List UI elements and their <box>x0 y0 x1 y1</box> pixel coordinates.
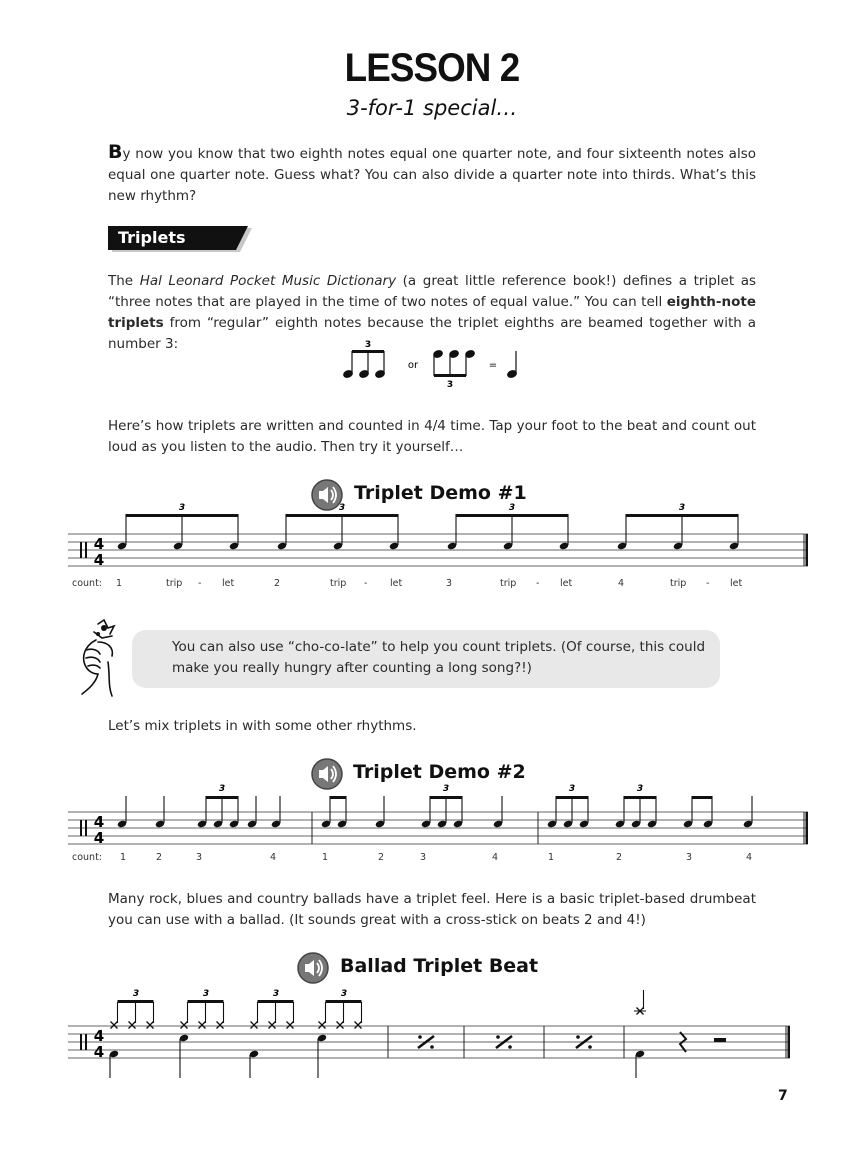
count-syllable: 4 <box>270 852 277 863</box>
measure-repeat-dot <box>508 1045 512 1049</box>
final-barline-thick <box>806 534 809 566</box>
demo2-title: Triplet Demo #2 <box>353 761 526 783</box>
demo2-staff <box>68 784 808 852</box>
book-title: Hal Leonard Pocket Music Dictionary <box>139 273 397 289</box>
demo2-count-row <box>0 852 864 868</box>
beam <box>626 514 738 517</box>
definition-text-2: (a great little reference book!) defines a triplet as “three notes that are played in the time of two notes of equal value.” You can tell <box>108 273 757 310</box>
beam <box>430 796 462 799</box>
beam <box>126 514 238 517</box>
count-syllable: 1 <box>120 852 127 863</box>
count-syllable: - <box>536 578 540 589</box>
percussion-clef <box>80 820 82 836</box>
time-signature-top: 4 <box>93 1027 105 1045</box>
triplet-number: 3 <box>508 503 516 513</box>
half-rest <box>714 1038 726 1042</box>
beam <box>556 796 588 799</box>
triplet-number: 3 <box>446 380 454 390</box>
final-barline-thick <box>806 812 809 844</box>
triplet-number: 3 <box>132 989 140 999</box>
beam <box>326 1000 362 1003</box>
measure-repeat-dot <box>418 1035 422 1039</box>
triplet-number: 3 <box>636 784 644 794</box>
drop-cap: B <box>108 141 123 163</box>
triplet-number: 3 <box>340 989 348 999</box>
beam <box>188 1000 224 1003</box>
or-label: or <box>407 360 419 371</box>
count-syllable: - <box>706 578 710 589</box>
count-label: count: <box>72 578 103 589</box>
percussion-clef <box>85 1034 87 1050</box>
triplet-number: 3 <box>178 503 186 513</box>
triplet-number: 3 <box>568 784 576 794</box>
intro-paragraph <box>108 142 756 207</box>
demo3-staff <box>68 986 808 1076</box>
triplet-number: 3 <box>442 784 450 794</box>
count-label: count: <box>72 852 103 863</box>
count-syllable: 2 <box>378 852 385 863</box>
beam <box>692 796 712 799</box>
percussion-clef <box>85 820 87 836</box>
percussion-clef <box>80 542 82 558</box>
section-heading: Triplets <box>118 228 186 247</box>
count-syllable: let <box>222 578 235 589</box>
count-syllable: 4 <box>492 852 499 863</box>
beam <box>286 514 398 517</box>
demo1-staff <box>68 503 808 574</box>
triplet-number: 3 <box>218 784 226 794</box>
count-syllable: trip <box>166 578 183 589</box>
count-syllable: - <box>364 578 368 589</box>
time-signature-top: 4 <box>93 813 105 831</box>
beam <box>456 514 568 517</box>
time-signature-top: 4 <box>93 535 105 553</box>
count-syllable: 2 <box>616 852 623 863</box>
count-syllable: 4 <box>618 578 625 589</box>
triplet-number: 3 <box>678 503 686 513</box>
speaker-icon[interactable] <box>296 951 330 985</box>
demo1-title: Triplet Demo #1 <box>354 482 527 504</box>
beam <box>624 796 656 799</box>
count-syllable: 3 <box>420 852 427 863</box>
count-syllable: 3 <box>196 852 203 863</box>
triplet-notation-example <box>340 336 530 388</box>
measure-repeat-dot <box>496 1035 500 1039</box>
percussion-clef <box>85 542 87 558</box>
mix-intro: Let’s mix triplets in with some other rhythms. <box>108 718 417 734</box>
triplet-number: 3 <box>364 340 372 350</box>
percussion-clef <box>80 1034 82 1050</box>
lesson-subtitle: 3-for-1 special… <box>346 96 518 120</box>
count-syllable: let <box>560 578 573 589</box>
count-syllable: let <box>390 578 403 589</box>
count-syllable: 1 <box>548 852 555 863</box>
count-syllable: - <box>198 578 202 589</box>
beam <box>206 796 238 799</box>
page-number: 7 <box>778 1088 788 1104</box>
final-barline-thick <box>788 1026 791 1058</box>
count-syllable: let <box>730 578 743 589</box>
measure-repeat-dot <box>430 1045 434 1049</box>
definition-text-3: from “regular” eighth notes because the triplet eighths are beamed together with a number 3: <box>108 315 756 352</box>
count-syllable: trip <box>670 578 687 589</box>
count-syllable: 4 <box>746 852 753 863</box>
counting-intro: Here’s how triplets are written and counted in 4/4 time. Tap your foot to the beat and count out loud as you listen to the audio. Then try it yourself… <box>108 418 756 455</box>
drummer-hand-icon <box>68 618 124 698</box>
speaker-icon[interactable] <box>310 757 344 791</box>
demo3-title: Ballad Triplet Beat <box>340 955 539 977</box>
intro-text: y now you know that two eighth notes equal one quarter note, and four sixteenth notes also equal one quarter note. Guess what? You can also divide a quarter note into thirds. What’s this new rhythm? <box>108 146 756 204</box>
count-syllable: 2 <box>274 578 281 589</box>
count-syllable: 2 <box>156 852 163 863</box>
count-syllable: trip <box>500 578 517 589</box>
time-signature-bottom: 4 <box>93 1043 105 1061</box>
count-syllable: 1 <box>116 578 123 589</box>
count-syllable: trip <box>330 578 347 589</box>
time-signature-bottom: 4 <box>93 829 105 847</box>
measure-repeat-dot <box>588 1045 592 1049</box>
beam <box>118 1000 154 1003</box>
count-syllable: 3 <box>686 852 693 863</box>
lesson-title: LESSON 2 <box>344 46 520 90</box>
triplet-number: 3 <box>338 503 346 513</box>
time-signature-bottom: 4 <box>93 551 105 569</box>
tip-text: You can also use “cho-co-late” to help you count triplets. (Of course, this could make you really hungry after counting a long song?!) <box>172 639 706 676</box>
measure-repeat-dot <box>576 1035 580 1039</box>
count-syllable: 3 <box>446 578 453 589</box>
beam <box>330 796 346 799</box>
beam <box>258 1000 294 1003</box>
count-syllable: 1 <box>322 852 329 863</box>
equals-sign: = <box>488 360 498 371</box>
triplet-number: 3 <box>272 989 280 999</box>
triplet-number: 3 <box>202 989 210 999</box>
definition-text-1: The <box>108 273 140 289</box>
demo1-count-row <box>0 578 864 594</box>
ballad-intro: Many rock, blues and country ballads have a triplet feel. Here is a basic triplet-based drumbeat you can use with a ballad. (It sounds great with a cross-stick on beats 2 and 4!) <box>108 891 756 928</box>
definition-bold: eighth-note triplets <box>108 294 756 331</box>
